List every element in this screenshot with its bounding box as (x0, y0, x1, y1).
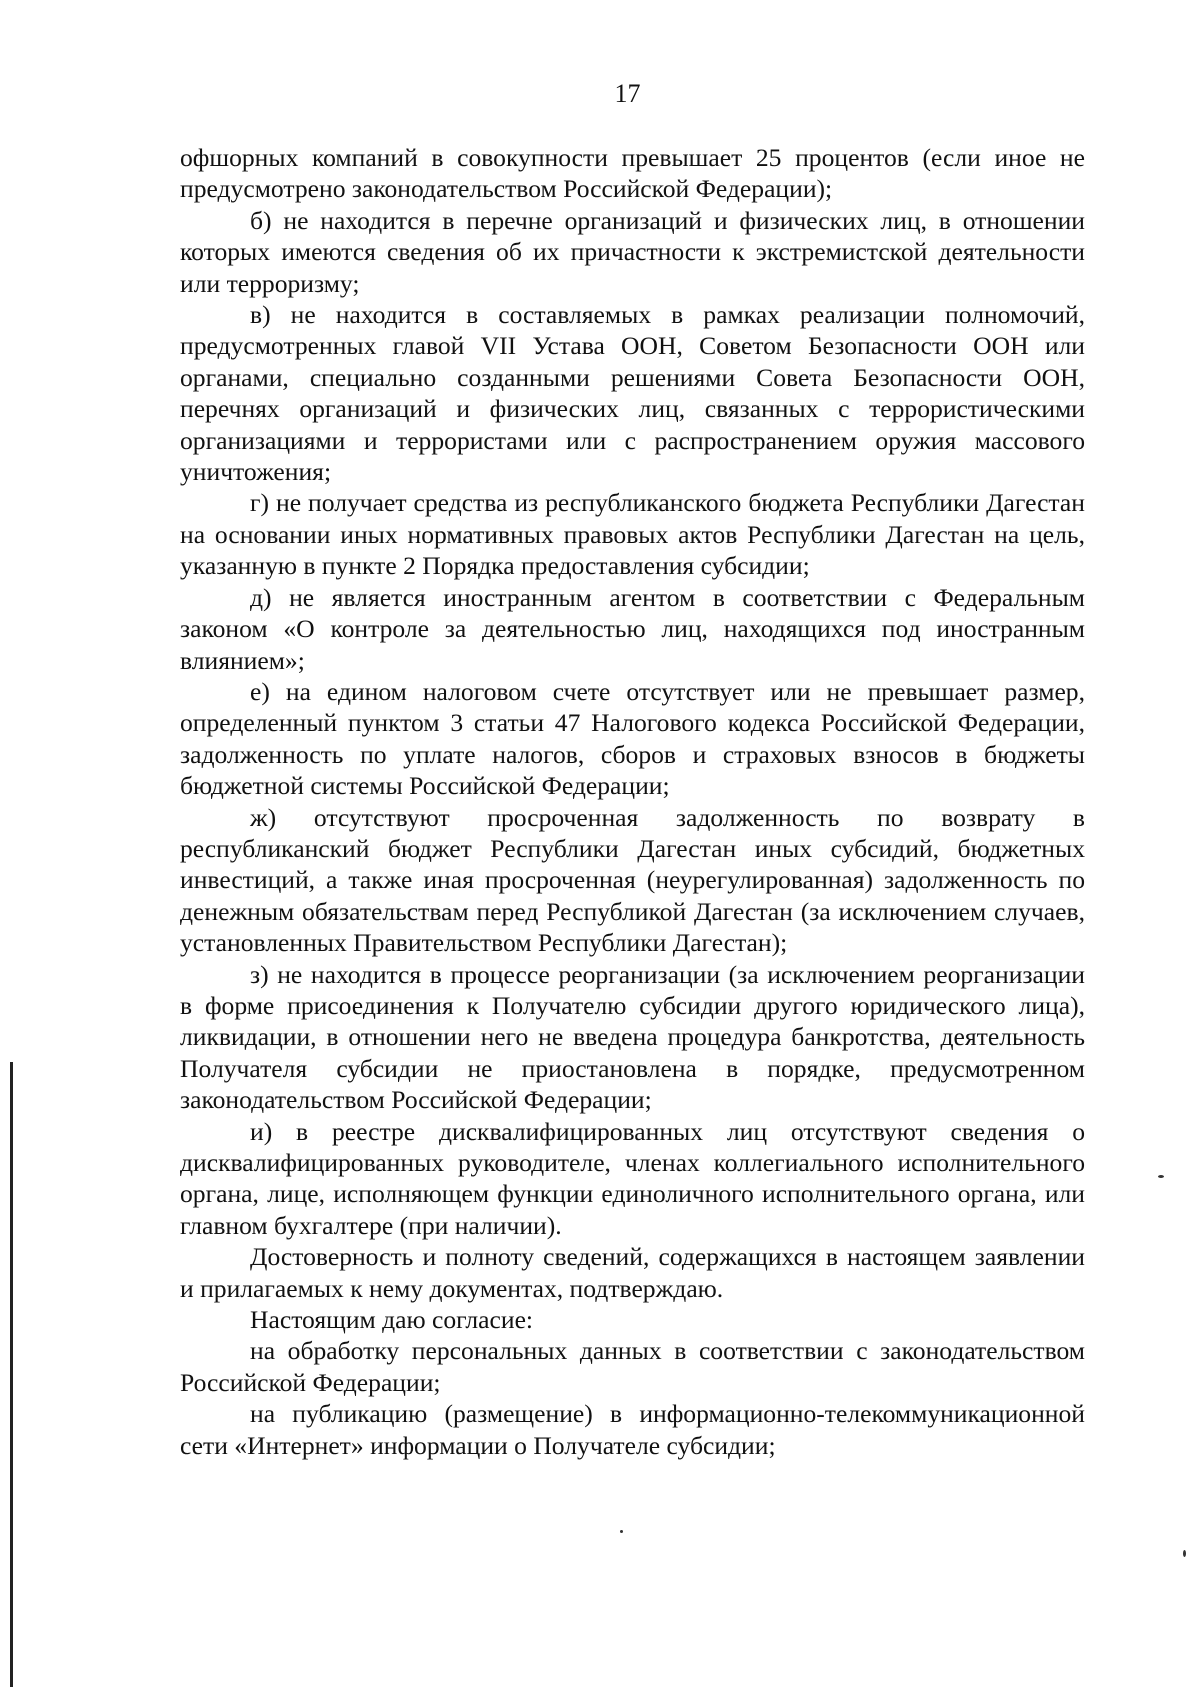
paragraph-item-g: г) не получает средства из республиканского бюджета Республики Дагестан на основании иных нормативных правовых актов Республики Дагестан на цель, указанную в пункте 2 Порядка предоставления субсидии; (180, 488, 1085, 581)
scan-speck (1183, 1550, 1186, 1557)
scan-speck (1158, 1175, 1164, 1178)
paragraph-continuation: офшорных компаний в совокупности превышает 25 процентов (если иное не предусмотрено законодательством Российской Федерации); (180, 143, 1085, 204)
paragraph-item-v: в) не находится в составляемых в рамках реализации полномочий, предусмотренных главой VII Устава ООН, Советом Безопасности ООН или органами, специально созданными решениями Совета Безопасности ООН, перечнях организаций и физических лиц, связанных с террористическими организациями и террористами или с распространением оружия массового уничтожения; (180, 300, 1085, 487)
paragraph-item-b: б) не находится в перечне организаций и физических лиц, в отношении которых имеются сведения об их причастности к экстремистской деятельности или терроризму; (180, 205, 1085, 298)
paragraph-item-z: з) не находится в процессе реорганизации (за исключением реорганизации в форме присоединения к Получателю субсидии другого юридического лица), ликвидации, в отношении него не введена процедура банкротства, деятельность Получателя субсидии не приостановлена в порядке, предусмотренном законодательством Российской Федерации; (180, 959, 1085, 1115)
paragraph-item-zh: ж) отсутствуют просроченная задолженность по возврату в республиканский бюджет Республики Дагестан иных субсидий, бюджетных инвестиций, а также иная просроченная (неурегулированная) задолженность по денежным обязательствам перед Республикой Дагестан (за исключением случаев, установленных Правительством Республики Дагестан); (180, 802, 1085, 958)
paragraph-item-d: д) не является иностранным агентом в соответствии с Федеральным законом «О контроле за деятельностью лиц, находящихся под иностранным влиянием»; (180, 582, 1085, 675)
paragraph-consent-intro: Настоящим даю согласие: (250, 1305, 534, 1335)
page-number: 17 (614, 79, 641, 108)
paragraph-item-i: и) в реестре дисквалифицированных лиц отсутствуют сведения о дисквалифицированных руководителе, членах коллегиального исполнительного органа, лице, исполняющем функции единоличного исполнительного органа, или главном бухгалтере (при наличии). (180, 1116, 1085, 1240)
paragraph-confirmation: Достоверность и полноту сведений, содержащихся в настоящем заявлении и прилагаемых к нему документах, подтверждаю. (180, 1242, 1085, 1303)
scan-edge-line (10, 1062, 13, 1687)
paragraph-consent-publication: на публикацию (размещение) в информационно-телекоммуникационной сети «Интернет» информации о Получателе субсидии; (180, 1399, 1085, 1460)
paragraph-item-e: е) на едином налоговом счете отсутствует или не превышает размер, определенный пунктом 3 статьи 47 Налогового кодекса Российской Федерации, задолженность по уплате налогов, сборов и страховых взносов в бюджеты бюджетной системы Российской Федерации; (180, 676, 1085, 801)
paragraph-consent-personal-data: на обработку персональных данных в соответствии с законодательством Российской Федерации; (180, 1336, 1085, 1397)
document-body (180, 142, 1085, 1461)
scan-speck (620, 1530, 623, 1533)
